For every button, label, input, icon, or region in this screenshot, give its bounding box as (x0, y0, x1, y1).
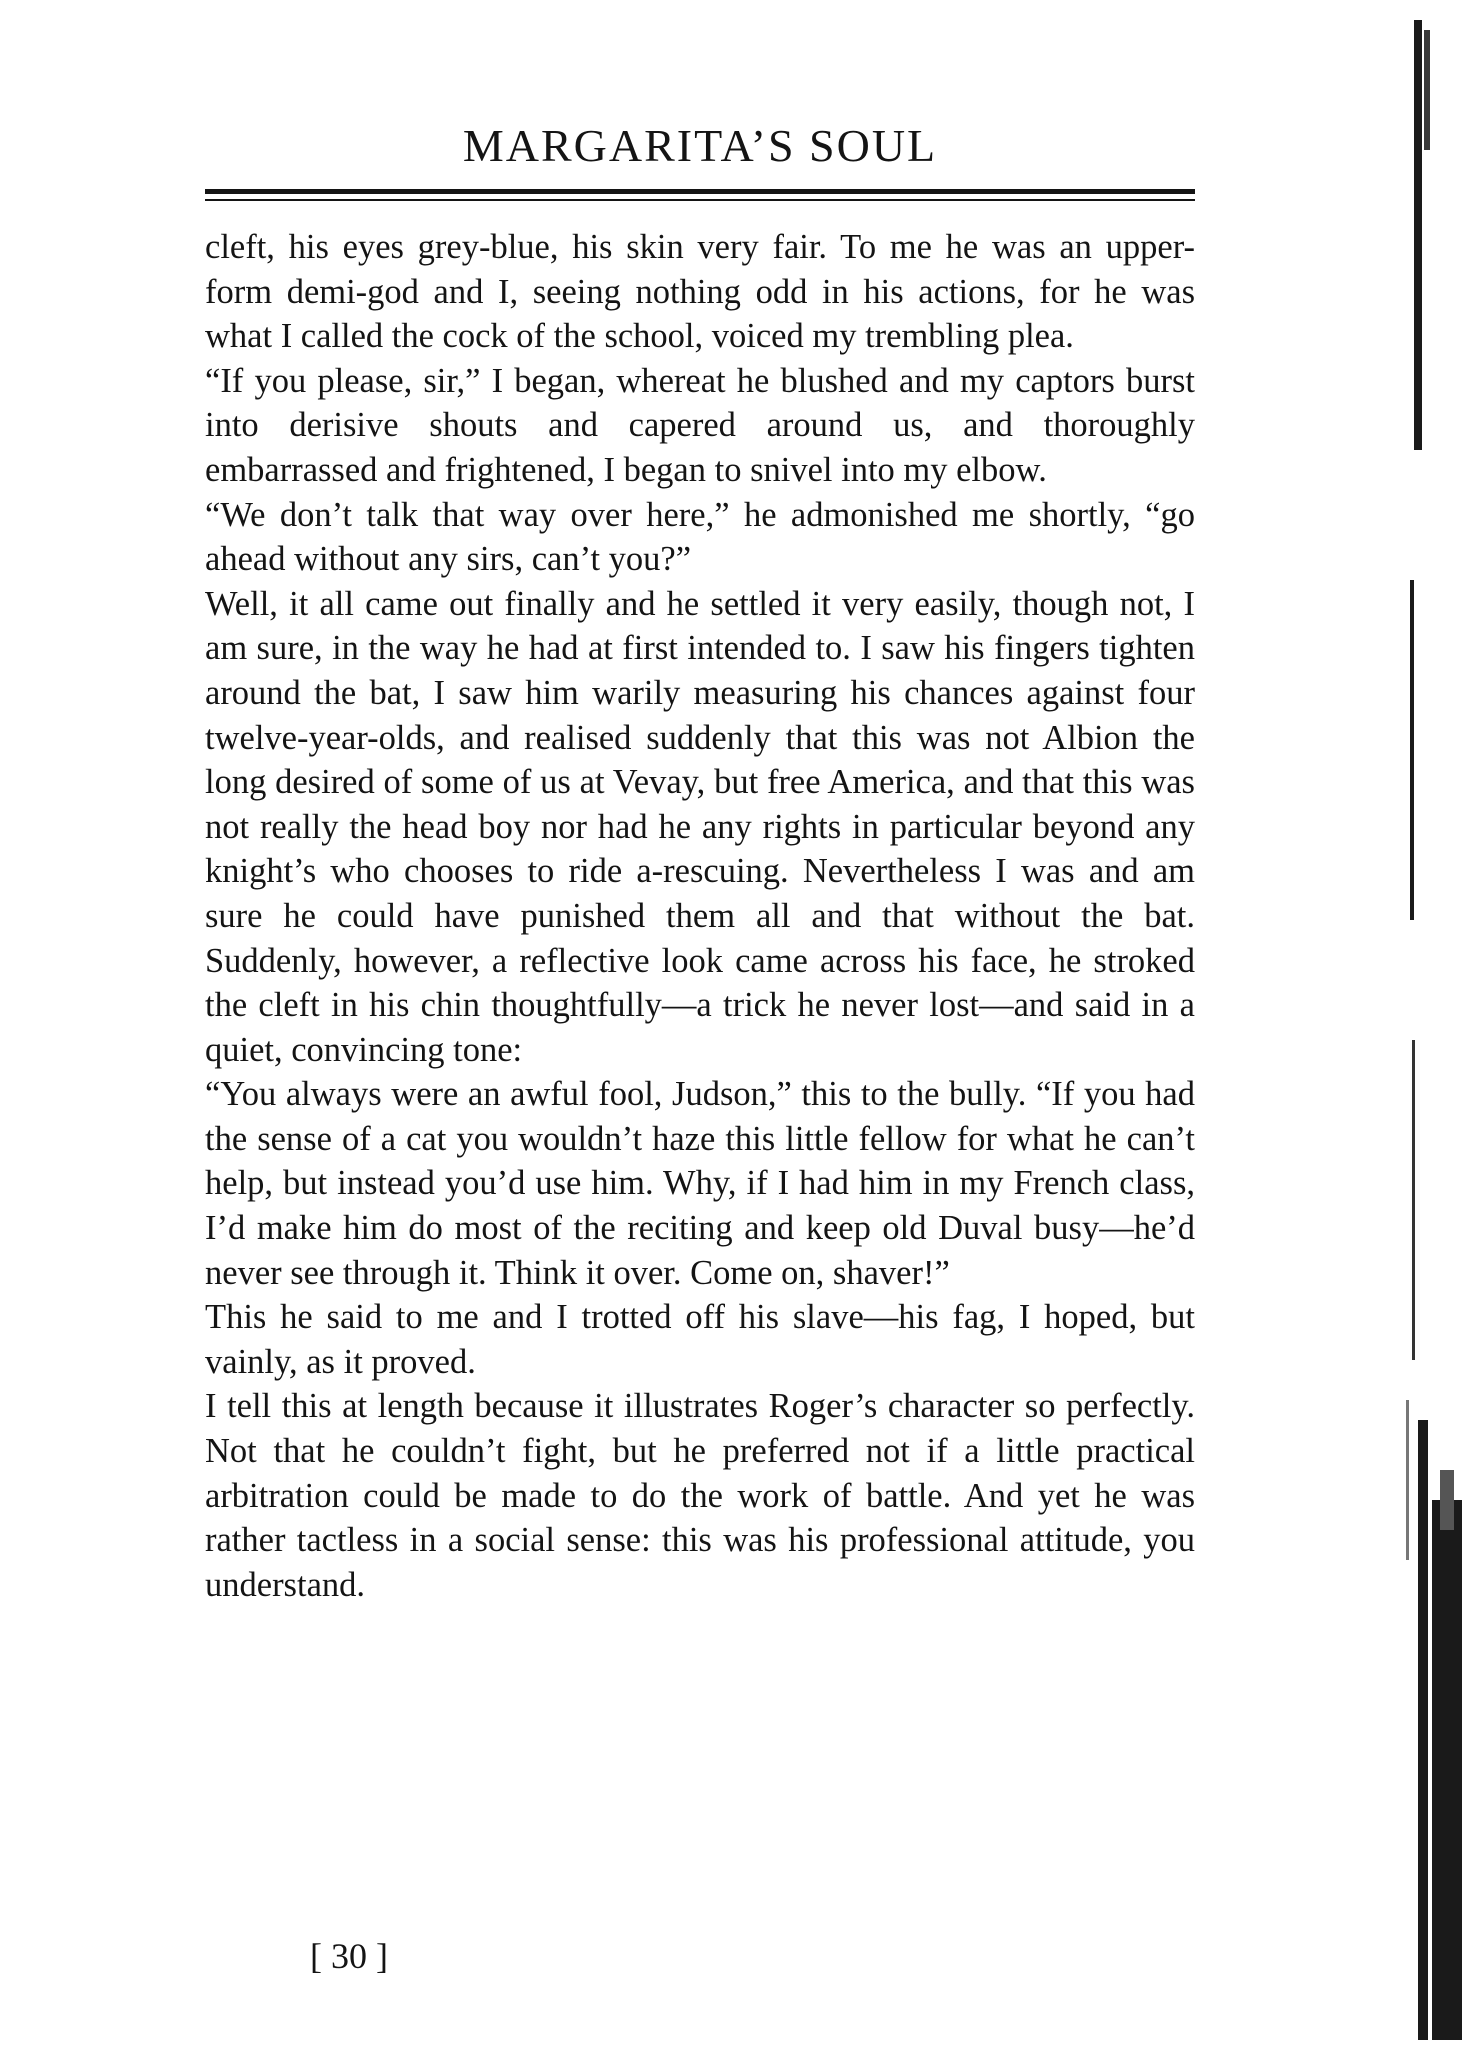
paragraph: This he said to me and I trotted off his slave—his fag, I hoped, but vainly, as it proved. (205, 1298, 1195, 1381)
running-head: MARGARITA’S SOUL (462, 120, 938, 171)
paragraph: Well, it all came out finally and he settled it very easily, though not, I am sure, in the way he had at first intended to. I saw his fingers tighten around the bat, I saw him warily measuring his chances against four twelve-year-olds, and realised suddenly that this was not Albion the long desired of some of us at Vevay, but free America, and that this was not really the head boy nor had he any rights in particular beyond any knight’s who chooses to ride a-rescuing. Nevertheless I was and am sure he could have punished them all and that without the bat. Suddenly, however, a reflective look came across his face, he stroked the cleft in his chin thoughtfully—a trick he never lost—and said in a quiet, convincing tone: (205, 584, 1195, 1069)
header-rule-thick (205, 189, 1195, 194)
paragraph: “We don’t talk that way over here,” he admonished me shortly, “go ahead without any sirs, can’t you?” (205, 495, 1195, 579)
page-number: [ 30 ] (310, 1936, 388, 1976)
header-rule-thin (205, 199, 1195, 201)
paragraph: cleft, his eyes grey-blue, his skin very fair. To me he was an upper-form demi-god and I, seeing nothing odd in his actions, for he was what I called the cock of the school, voiced my trembling plea. (205, 228, 1195, 356)
paragraph: “You always were an awful fool, Judson,” this to the bully. “If you had the sense of a cat you wouldn’t haze this little fellow for what he can’t help, but instead you’d use him. Why, if I had him in my French class, I’d make him do most of the reciting and keep old Duval busy—he’d never see through it. Think it over. Come on, shaver!” (205, 1075, 1195, 1292)
body-text (205, 225, 1195, 1607)
paragraph: I tell this at length because it illustrates Roger’s character so perfectly. Not that he couldn’t fight, but he preferred not if a little practical arbitration could be made to do the work of battle. And yet he was rather tactless in a social sense: this was his professional attitude, you understand. (205, 1387, 1195, 1604)
paragraph: “If you please, sir,” I began, whereat he blushed and my captors burst into derisive shouts and capered around us, and thoroughly embarrassed and frightened, I began to snivel into my elbow. (205, 361, 1195, 489)
binding-shadow-artifact (1400, 20, 1482, 2040)
